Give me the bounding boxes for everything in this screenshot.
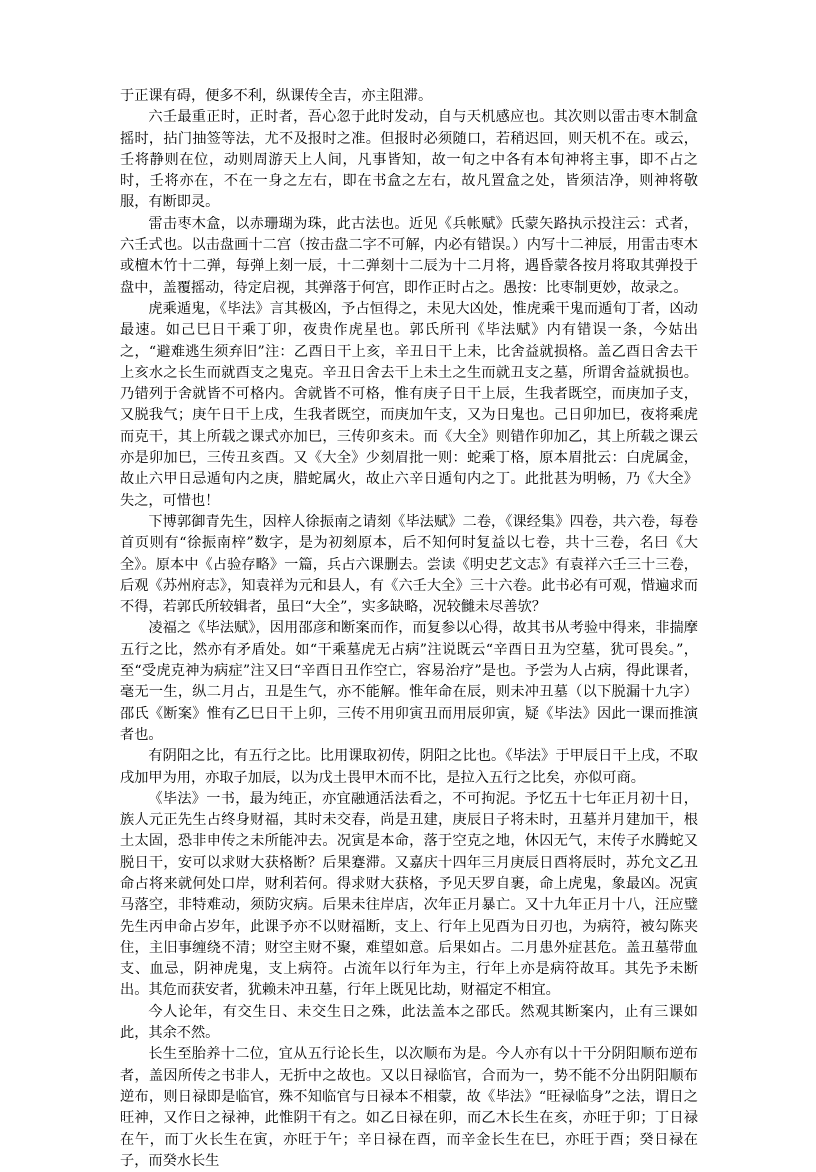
paragraph: 雷击枣木盒，以赤珊瑚为珠，此古法也。近见《兵帐赋》氏蒙矢路执示投注云：式者，六壬式也。以击盘画十二宫（按击盘二字不可解，内必有错误。）内写十二神辰，用雷击枣木或檀木竹十二弹，每弹上刻一辰，十二弹刻十二辰为十二月将，遇昏蒙各按月将取其弹投于盘中，盖覆摇动，待定启视，其弹落于何宫，即作正时占之。愚按：比枣制更妙，故录之。 — [120, 215, 698, 296]
paragraph: 长生至胎养十二位，宜从五行论长生，以次顺布为是。今人亦有以十干分阴阳顺布逆布者，盖因所传之书非人，无折中之故也。又以日禄临官，合而为一，势不能不分出阴阳顺布逆布，则日禄即是临官，殊不知临官与日禄本不相蒙，故《毕法》“旺禄临身”之法，谓日之旺神，又作日之禄神，此惟阴干有之。如乙日禄在卯，而乙木长生在亥，亦旺于卯；丁日禄在午，而丁火长生在寅，亦旺于午；辛日禄在酉，而辛金长生在巳，亦旺于酉；癸日禄在子，而癸水长生 — [120, 1046, 698, 1169]
paragraph-continued: 于正课有碍，便多不利，纵课传全吉，亦主阻滞。 — [120, 88, 433, 104]
paragraph: 虎乘遁鬼，《毕法》言其极凶，予占恒得之，未见大凶处，惟虎乘干鬼而遁旬丁者，凶动最速。如己巳日干乘丁卯，夜贵作虎星也。郭氏所刊《毕法赋》内有错误一条，今姑出之，“避难逃生须弃旧”注：乙酉日干上亥，辛丑日干上未，比舍益就损格。盖乙酉日舍去干上亥水之长生而就酉支之鬼克。辛丑日舍去干上未土之生而就丑支之墓，所谓舍益就损也。乃错列于舍就皆不可格内。舍就皆不可格，惟有庚子日干上辰，生我者既空，而庚加子支，又脱我气；庚午日干上戌，生我者既空，而庚加午支，又为日鬼也。己日卯加巳，夜将乘虎而克干，其上所载之课式亦加巳，三传卯亥未。而《大全》则错作卯加乙，其上所载之课云亦是卯加巳，三传丑亥酉。又《大全》少刻眉批一则：蛇乘丁格，原本眉批云：白虎属金，故止六甲日忌遁旬内之庚，腊蛇属火，故止六辛日遁旬内之丁。此批甚为明畅，乃《大全》失之，可惜也！ — [120, 300, 698, 509]
paragraph: 今人论年，有交生日、未交生日之殊，此法盖本之邵氏。然观其断案内，止有三课如此，其余不然。 — [120, 1003, 698, 1042]
body-text — [120, 86, 698, 1172]
paragraph: 下博郭御青先生，因梓人徐振南之请刻《毕法赋》二卷，《课经集》四卷，共六卷，每卷首页则有“徐振南梓”数字，是为初刻原本，后不知何时复益以七卷，共十三卷，名曰《大全》。原本中《占验存略》一篇，兵占六课删去。尝读《明史艺文志》有袁祥六壬三十三卷，后观《苏州府志》，知袁祥为元和县人，有《六壬大全》三十六卷。此书必有可观，惜遍求而不得，若郭氏所较辑者，虽曰“大全”，实多缺略，况较雠未尽善欤？ — [120, 513, 698, 616]
paragraph: 《毕法》一书，最为纯正，亦宜融通活法看之，不可拘泥。予忆五十七年正月初十日，族人元正先生占终身财福，其时未交春，尚是丑建，庚辰日子将未时，丑墓并月建加干，根土太固，恐非申传之未所能冲去。况寅是本命，落于空克之地，休囚无气，末传子水腾蛇又脱日干，安可以求财大获格断？后果蹇滞。又嘉庆十四年三月庚辰日酉将辰时，苏允文乙丑命占将来就何处口岸，财利若何。得求财大获格，予见天罗自裹，命上虎鬼，象最凶。况寅马落空，非特难动，须防灾病。后果未往岸店，次年正月暴亡。又十九年正月十八，汪应璧先生丙申命占岁年，此课予亦不以财福断，支上、行年上见酉为日刃也，为病符，被勾陈夹住，主旧事缠绕不清；财空主财不聚，难望如意。后果如占。二月患外症甚危。盖丑墓带血支、血忌，阴神虎鬼，支上病符。占流年以行年为主，行年上亦是病符故耳。其先予未断出。其危而获安者，犹赖未冲丑墓，行年上既见比劫，财福定不相宜。 — [120, 790, 698, 999]
paragraph: 凌福之《毕法赋》，因用邵彦和断案而作，而复参以心得，故其书从考验中得来，非揣摩五行之比，然亦有矛盾处。如“干乘墓虎无占病”注说既云“辛酉日丑为空墓，犹可畏矣。”，至“受虎克神为病症”注又曰“辛酉日丑作空亡，容易治疗”是也。予尝为人占病，得此课者，毫无一生，纵二月占，丑是生气，亦不能解。惟年命在辰，则未冲丑墓（以下脱漏十九字）邵氏《断案》惟有乙巳日干上卯，三传不用卯寅丑而用辰卯寅，疑《毕法》因此一课而推演者也。 — [120, 620, 698, 743]
paragraph: 有阴阳之比，有五行之比。比用课取初传，阴阳之比也。《毕法》于甲辰日干上戌，不取戌加甲为用，亦取子加辰，以为戊土畏甲木而不比，是拉入五行之比矣，亦似可商。 — [120, 748, 698, 786]
paragraph: 六壬最重正时，正时者，吾心忽于此时发动，自与天机感应也。其次则以雷击枣木制盒摇时，拈门抽签等法，尤不及报时之准。但报时必须随口，若稍迟回，则天机不在。或云，壬将静则在位，动则周游天上人间，凡事皆知，故一旬之中各有本旬神将主事，即不占之时，壬将亦在，不在一身之左右，即在书盒之左右，故凡置盒之处，皆须洁净，则神将敬服，有断即灵。 — [120, 109, 698, 211]
